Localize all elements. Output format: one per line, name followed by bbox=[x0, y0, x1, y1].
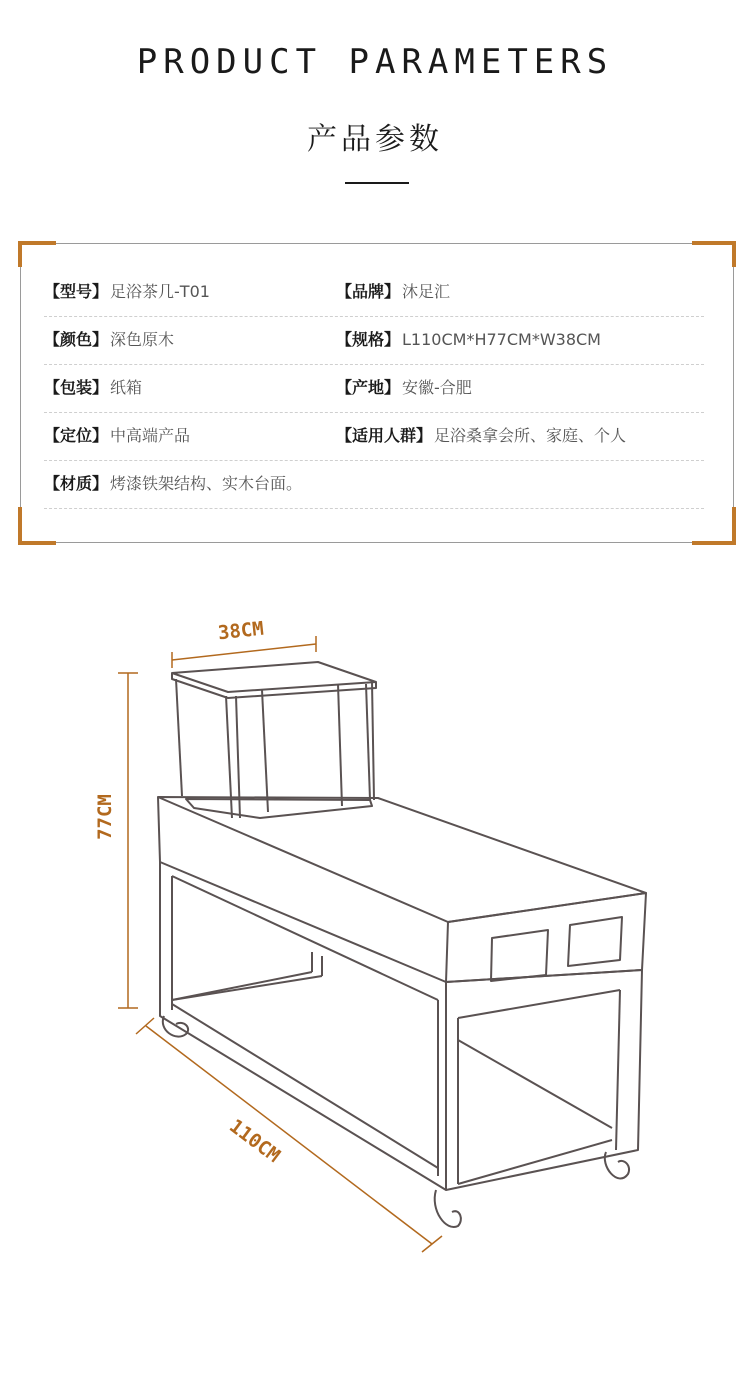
param-value: 沐足汇 bbox=[402, 282, 451, 301]
param-key: 【适用人群】 bbox=[336, 426, 433, 445]
frame-front bbox=[160, 862, 446, 1190]
param-key: 【品牌】 bbox=[336, 282, 401, 301]
corner-bottom-left-h bbox=[20, 541, 56, 545]
table-line-drawing bbox=[0, 600, 750, 1260]
param-value: 足浴桑拿会所、家庭、个人 bbox=[434, 426, 627, 445]
param-value: L110CM*H77CM*W38CM bbox=[402, 330, 601, 349]
param-row bbox=[44, 460, 704, 509]
drawer-left bbox=[491, 930, 548, 981]
frame-bottom-line bbox=[20, 542, 734, 543]
page-title-cn: 产品参数 bbox=[307, 122, 443, 157]
length-dimension-label: 110CM bbox=[225, 1115, 285, 1167]
param-row bbox=[44, 268, 704, 317]
param-row bbox=[44, 316, 704, 365]
basin-recess bbox=[186, 799, 372, 818]
height-dimension-label: 77CM bbox=[93, 794, 116, 840]
param-color bbox=[44, 316, 174, 364]
param-packaging bbox=[44, 364, 142, 412]
frame-top-line bbox=[20, 243, 734, 244]
shelf-top bbox=[172, 662, 376, 692]
param-audience bbox=[336, 412, 626, 460]
param-row bbox=[44, 364, 704, 413]
param-brand bbox=[336, 268, 450, 316]
width-dimension-label: 38CM bbox=[216, 617, 265, 645]
corner-bottom-right-h bbox=[692, 541, 736, 545]
param-origin bbox=[336, 364, 472, 412]
param-key: 【规格】 bbox=[336, 330, 401, 349]
frame-left-line bbox=[20, 243, 21, 543]
corner-top-left-v bbox=[18, 241, 22, 267]
corner-top-left-h bbox=[20, 241, 56, 245]
param-value: 安徽-合肥 bbox=[402, 378, 472, 397]
length-dimension-line bbox=[146, 1026, 432, 1244]
param-key: 【定位】 bbox=[44, 426, 109, 445]
width-dimension-line bbox=[172, 644, 316, 660]
param-key: 【颜色】 bbox=[44, 330, 109, 349]
param-key: 【材质】 bbox=[44, 474, 109, 493]
corner-bottom-left-v bbox=[18, 507, 22, 545]
shelf-front-edge bbox=[172, 673, 376, 698]
param-value: 纸箱 bbox=[110, 378, 143, 397]
caster-front bbox=[435, 1190, 461, 1227]
param-value: 足浴茶几-T01 bbox=[110, 282, 210, 301]
param-value: 中高端产品 bbox=[110, 426, 191, 445]
param-row bbox=[44, 412, 704, 461]
corner-top-right-v bbox=[732, 241, 736, 267]
param-key: 【产地】 bbox=[336, 378, 401, 397]
param-spec bbox=[336, 316, 601, 364]
product-dimension-drawing bbox=[0, 600, 750, 1260]
param-key: 【包装】 bbox=[44, 378, 109, 397]
title-divider bbox=[345, 182, 409, 184]
param-key: 【型号】 bbox=[44, 282, 109, 301]
param-model bbox=[44, 268, 210, 316]
page-title-en: PRODUCT PARAMETERS bbox=[136, 42, 614, 82]
param-positioning bbox=[44, 412, 190, 460]
corner-bottom-right-v bbox=[732, 507, 736, 545]
param-value: 烤漆铁架结构、实木台面。 bbox=[110, 474, 303, 493]
frame-right-line bbox=[733, 243, 734, 543]
param-material bbox=[44, 460, 302, 508]
drawer-right bbox=[568, 917, 622, 966]
param-value: 深色原木 bbox=[110, 330, 175, 349]
corner-top-right-h bbox=[692, 241, 736, 245]
